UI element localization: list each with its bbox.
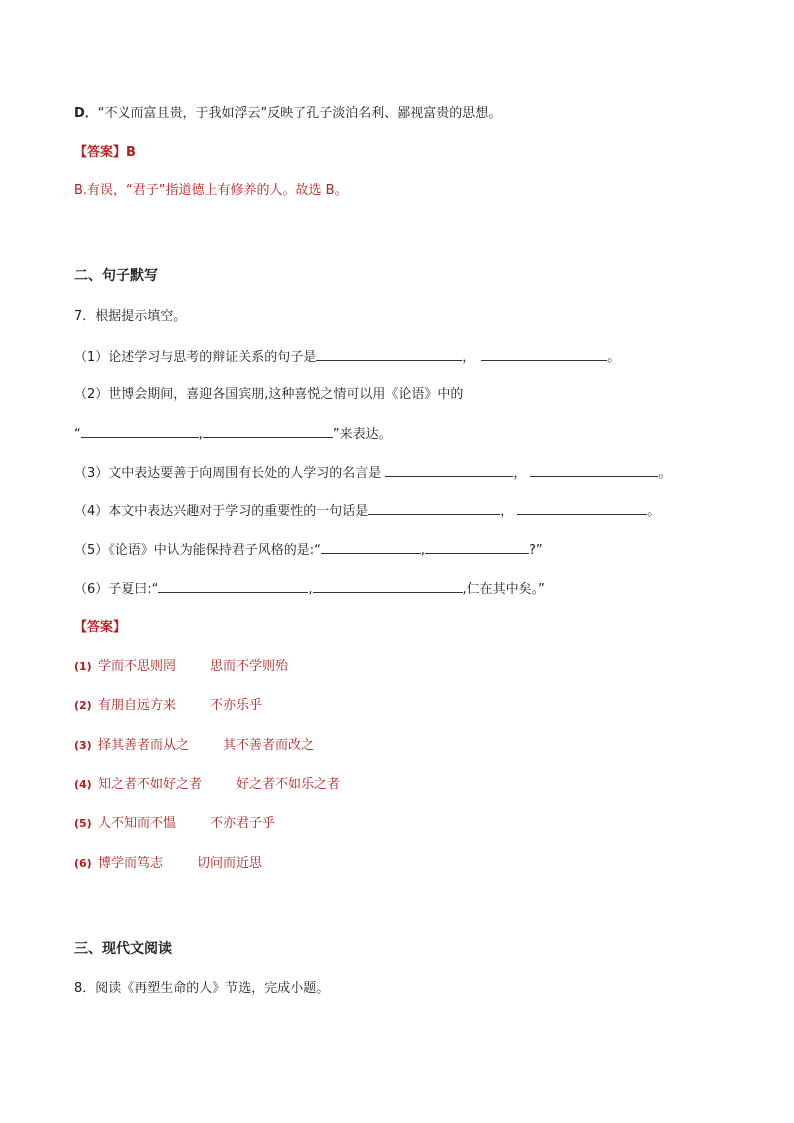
answer-second: 好之者不如乐之者 xyxy=(236,777,341,792)
blank[interactable] xyxy=(321,539,421,554)
ending: 。 xyxy=(658,466,672,481)
q7-item-3-prefix: （3）文中表达要善于向周围有长处的人学习的名言是 xyxy=(74,466,386,481)
answer-first: 有朋自远方来 xyxy=(98,698,177,713)
q7-item-1 xyxy=(74,346,620,368)
answer-first: 博学而笃志 xyxy=(98,856,164,871)
answer-value: B xyxy=(126,145,136,160)
blank[interactable] xyxy=(313,578,463,593)
blank[interactable] xyxy=(530,462,658,477)
section-2-title: 二、句子默写 xyxy=(74,268,158,284)
answer-6-explanation: B.有误，“君子”指道德上有修养的人。故选 B。 xyxy=(74,183,348,198)
question-8-stem: 8．阅读《再塑生命的人》节选，完成小题。 xyxy=(74,981,330,996)
answer-number: (1) xyxy=(74,660,92,673)
answer-number: (2) xyxy=(74,699,92,712)
q7-item-1-prefix: （1）论述学习与思考的辩证关系的句子是 xyxy=(74,350,317,365)
answer-6 xyxy=(74,143,136,163)
ending: 。 xyxy=(647,504,661,519)
answer-first: 择其善者而从之 xyxy=(98,738,190,753)
ending: ”来表达。 xyxy=(332,427,392,442)
blank[interactable] xyxy=(368,500,500,515)
q7-item-6 xyxy=(74,578,545,600)
section-3-title: 三、现代文阅读 xyxy=(74,941,172,957)
separator: , xyxy=(198,427,203,442)
q7-item-4-prefix: （4）本文中表达兴趣对于学习的重要性的一句话是 xyxy=(74,504,369,519)
answer-second: 不亦君子乎 xyxy=(210,816,276,831)
answer-number: (3) xyxy=(74,739,92,752)
q7-item-4 xyxy=(74,500,660,522)
blank[interactable] xyxy=(385,462,513,477)
option-d-letter: D． xyxy=(74,106,98,121)
answer-number: (5) xyxy=(74,817,92,830)
separator: , xyxy=(308,582,313,597)
ending: ?” xyxy=(529,543,543,558)
q7-item-2-blanks xyxy=(74,423,392,445)
ending: ,仁在其中矣。” xyxy=(462,582,545,597)
option-d xyxy=(74,104,501,124)
answer-row xyxy=(74,696,262,716)
answer-row xyxy=(74,854,262,874)
separator: ， xyxy=(462,350,476,365)
blank[interactable] xyxy=(158,578,308,593)
blank[interactable] xyxy=(203,423,333,438)
answer-label: 【答案】 xyxy=(74,145,127,160)
answer-first: 人不知而不愠 xyxy=(98,816,177,831)
answer-first: 知之者不如好之者 xyxy=(98,777,203,792)
answer-second: 思而不学则殆 xyxy=(210,659,289,674)
answer-row xyxy=(74,736,314,756)
blank[interactable] xyxy=(81,423,199,438)
answer-number: (6) xyxy=(74,857,92,870)
blank[interactable] xyxy=(425,539,529,554)
answer-row xyxy=(74,814,275,834)
answer-row xyxy=(74,775,340,795)
q7-item-5 xyxy=(74,539,543,561)
answer-second: 切问而近思 xyxy=(197,856,263,871)
blank[interactable] xyxy=(517,500,647,515)
option-d-text: “不义而富且贵，于我如浮云”反映了孔子淡泊名利、鄙视富贵的思想。 xyxy=(97,106,502,121)
answer-second: 其不善者而改之 xyxy=(223,738,315,753)
separator: ， xyxy=(513,466,527,481)
answer-number: (4) xyxy=(74,778,92,791)
answer-7-label: 【答案】 xyxy=(74,620,127,635)
ending: 。 xyxy=(607,350,621,365)
separator: , xyxy=(420,543,426,558)
blank[interactable] xyxy=(481,346,607,361)
answer-first: 学而不思则罔 xyxy=(98,659,177,674)
separator: ， xyxy=(500,504,514,519)
q7-item-6-prefix: （6）子夏曰:“ xyxy=(74,582,159,597)
answer-row xyxy=(74,657,288,677)
question-7-stem: 7．根据提示填空。 xyxy=(74,309,187,324)
open-quote: “ xyxy=(74,427,81,442)
blank[interactable] xyxy=(316,346,462,361)
q7-item-5-prefix: （5）《论语》中认为能保持君子风格的是:“ xyxy=(74,543,321,558)
q7-item-2: （2）世博会期间，喜迎各国宾朋,这种喜悦之情可以用《论语》中的 xyxy=(74,387,464,402)
answer-second: 不亦乐乎 xyxy=(210,698,263,713)
q7-item-3 xyxy=(74,462,671,484)
